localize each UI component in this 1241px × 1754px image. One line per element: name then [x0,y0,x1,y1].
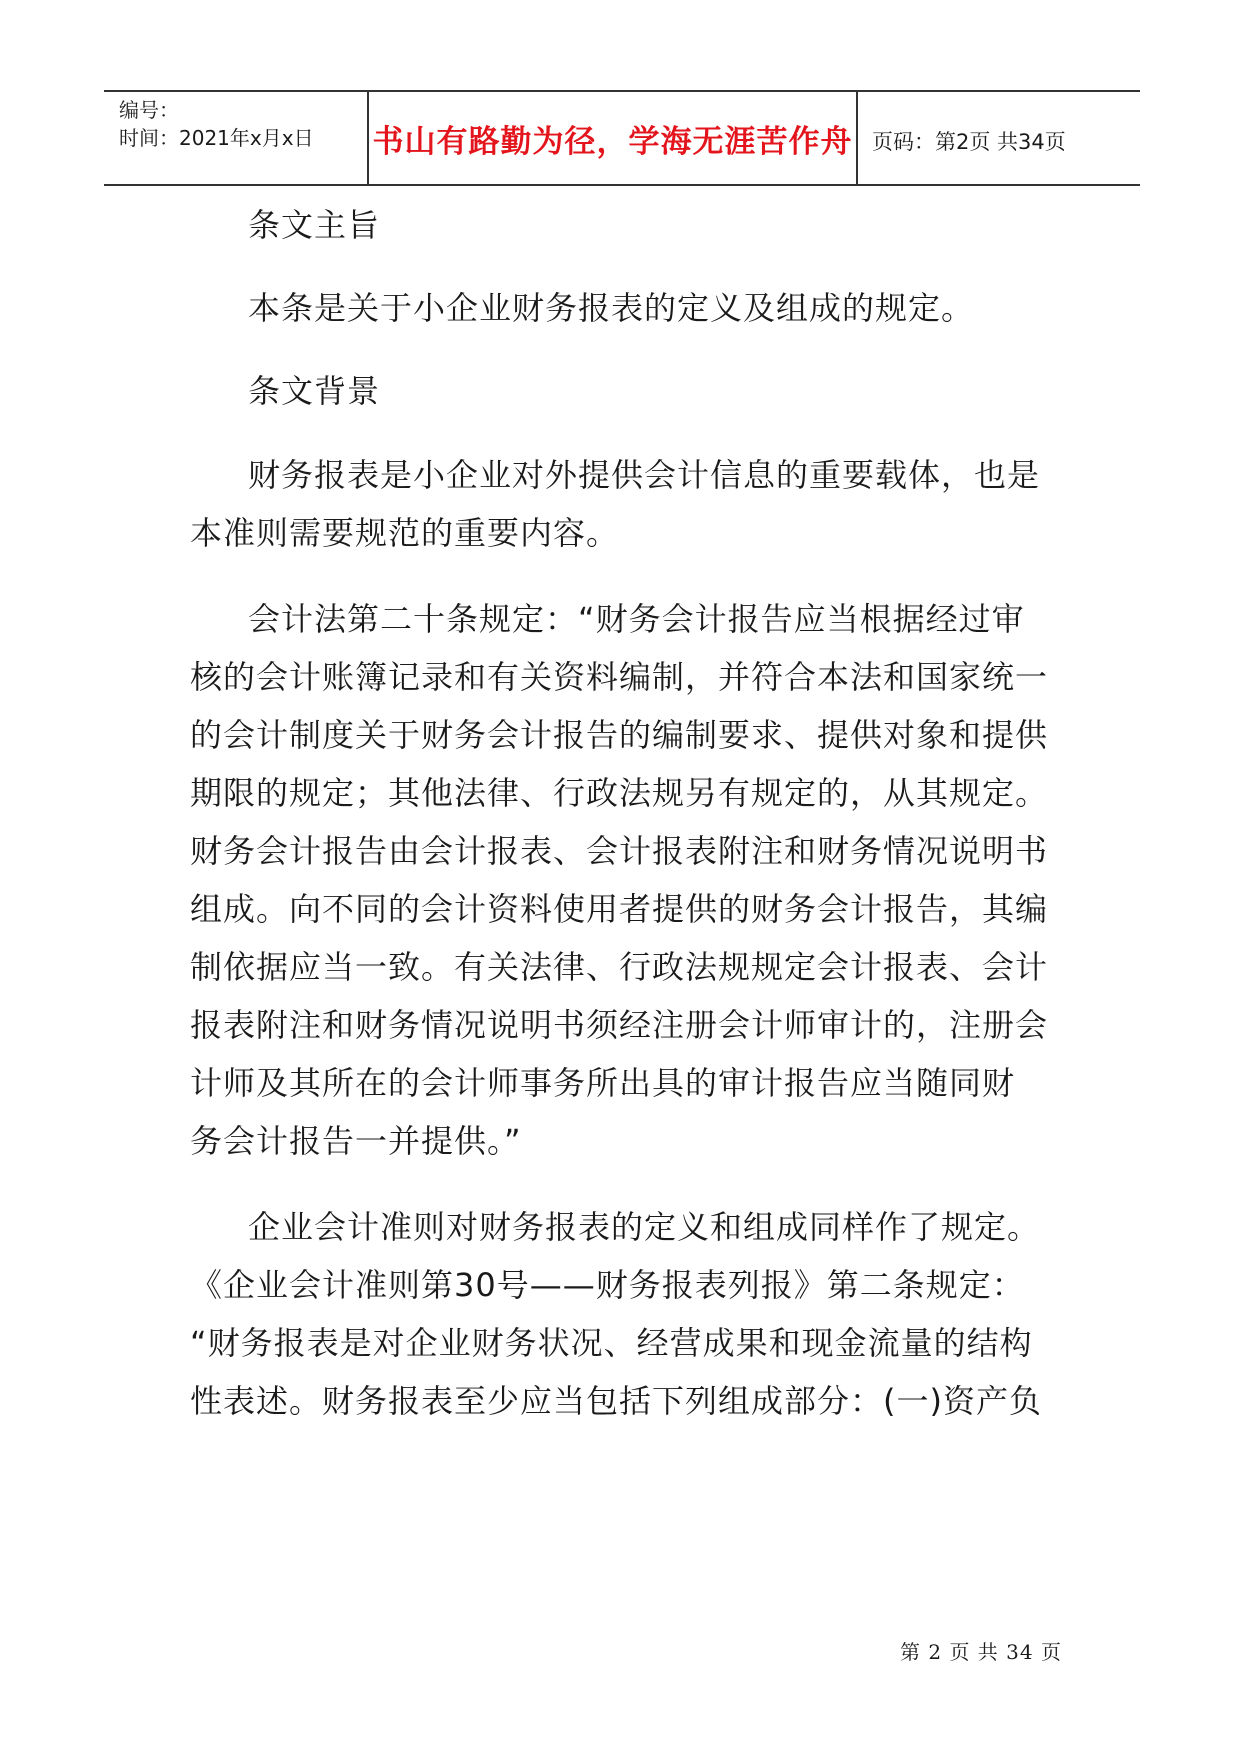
paragraph-line: “财务报表是对企业财务状况、经营成果和现金流量的结构 [190,1324,1033,1362]
paragraph-line: 组成。向不同的会计资料使用者提供的财务会计报告，其编 [190,890,1049,928]
paragraph-line: 会计法第二十条规定：“财务会计报告应当根据经过审 [248,600,1025,638]
paragraph-line: 企业会计准则对财务报表的定义和组成同样作了规定。 [248,1208,1041,1246]
paragraph-line: 性表述。财务报表至少应当包括下列组成部分：(一)资产负 [190,1382,1042,1420]
paragraph-line: 财务报表是小企业对外提供会计信息的重要载体，也是 [248,456,1041,494]
paragraph-line: 务会计报告一并提供。” [190,1122,522,1160]
paragraph: 本条是关于小企业财务报表的定义及组成的规定。 [248,289,975,327]
paragraph-line: 《企业会计准则第30号——财务报表列报》第二条规定： [190,1266,1025,1304]
paragraph-line: 财务会计报告由会计报表、会计报表附注和财务情况说明书 [190,832,1049,870]
paragraph-line: 本准则需要规范的重要内容。 [190,514,620,552]
header-divider [856,92,858,184]
document-number-label: 编号： [119,98,179,122]
section-heading: 条文主旨 [248,206,381,244]
paragraph-line: 制依据应当一致。有关法律、行政法规规定会计报表、会计 [190,948,1049,986]
document-time-label: 时间：2021年x月x日 [119,126,314,150]
document-header [104,90,1140,186]
page-footer: 第 2 页 共 34 页 [900,1640,1062,1664]
header-motto: 书山有路勤为径，学海无涯苦作舟 [372,124,853,160]
section-heading: 条文背景 [248,372,381,410]
paragraph-line: 核的会计账簿记录和有关资料编制，并符合本法和国家统一 [190,658,1049,696]
paragraph-line: 的会计制度关于财务会计报告的编制要求、提供对象和提供 [190,716,1049,754]
paragraph-line: 期限的规定；其他法律、行政法规另有规定的，从其规定。 [190,774,1049,812]
paragraph-line: 报表附注和财务情况说明书须经注册会计师审计的，注册会 [190,1006,1049,1044]
header-page-code: 页码：第2页 共34页 [872,130,1066,154]
paragraph-line: 计师及其所在的会计师事务所出具的审计报告应当随同财 [190,1064,1016,1102]
